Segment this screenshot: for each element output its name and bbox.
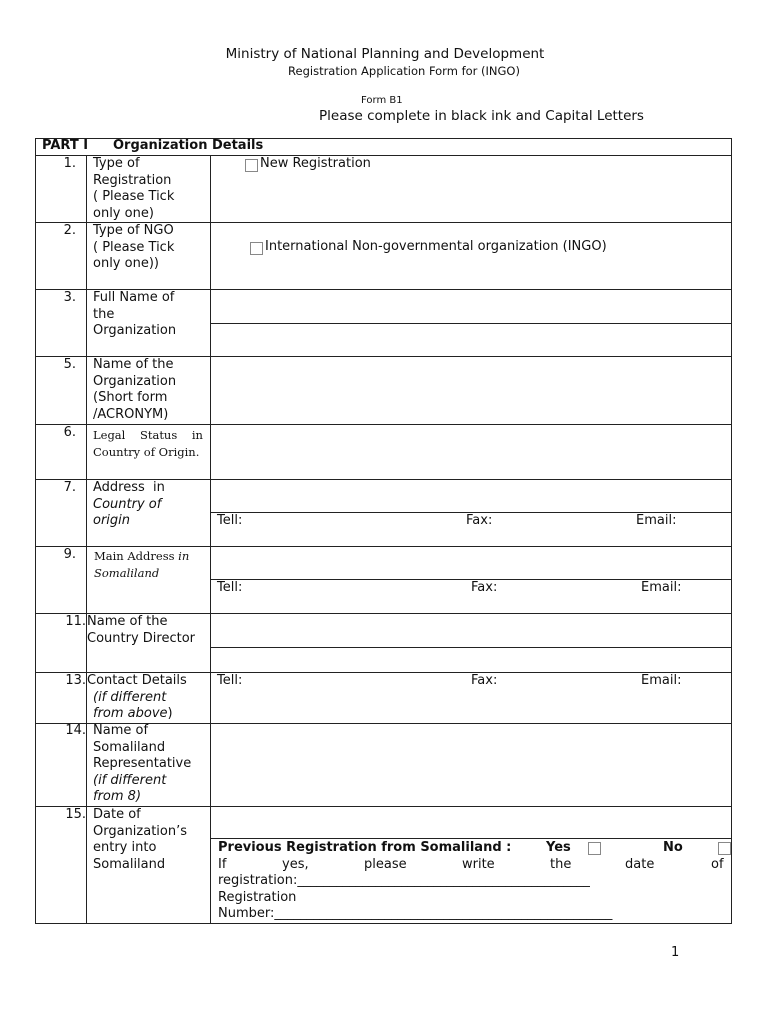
row-label: Organization’s [93, 823, 188, 839]
row-number: 5. [63, 357, 76, 372]
fax-label: Fax: [471, 580, 498, 595]
row-label: Type of NGO [93, 223, 174, 238]
row-label-part: Main Address [94, 549, 175, 563]
row-label: the [93, 306, 115, 322]
row-label [94, 548, 189, 565]
row-label: Name of the [93, 357, 174, 372]
tel-label: Tell: [217, 513, 243, 528]
row-label: Country Director [87, 630, 195, 646]
yes-label: Yes [546, 840, 571, 855]
email-label: Email: [636, 513, 677, 528]
row-label-part: ) [167, 706, 173, 722]
row-label: Address in [93, 480, 165, 495]
if-yes-word: of [711, 856, 724, 872]
row-label: entry into [93, 840, 157, 856]
yes-checkbox[interactable] [588, 842, 601, 855]
row-label: ( Please Tick [93, 189, 175, 205]
row-label: Name of [93, 723, 149, 738]
row-label: Country of Origin. [93, 445, 200, 459]
row-label: only one) [93, 205, 154, 221]
registration-number-line[interactable]: Number:____________________________________________________ [218, 906, 613, 922]
row-number: 3. [63, 290, 76, 305]
row-label: Somaliland [93, 739, 166, 755]
row-label: Date of [93, 807, 141, 822]
part-title: Organization Details [113, 138, 264, 153]
row-label: (if different [93, 689, 167, 705]
if-yes-word: please [364, 856, 407, 872]
row-label: only one)) [93, 256, 159, 272]
ministry-title: Ministry of National Planning and Development [225, 46, 545, 62]
row-number: 1. [63, 156, 76, 171]
if-yes-word: date [625, 856, 655, 872]
registration-date-line[interactable]: registration:_____________________________________________ [218, 873, 590, 889]
somaliland-address-field[interactable] [211, 547, 731, 579]
row-number: 6. [63, 425, 76, 440]
row-label: (Short form [93, 390, 168, 406]
row-label: Somaliland [94, 566, 160, 580]
if-yes-word: yes, [282, 856, 309, 872]
representative-field[interactable] [211, 724, 731, 806]
instruction-text: Please complete in black ink and Capital Letters [319, 108, 644, 124]
row-label: origin [93, 513, 131, 529]
form-title: Registration Application Form for (INGO) [288, 64, 520, 78]
if-yes-word: If [218, 856, 227, 872]
row-label: Organization [93, 323, 177, 339]
tel-label: Tell: [217, 580, 243, 595]
email-label: Email: [641, 673, 682, 688]
no-checkbox[interactable] [718, 842, 731, 855]
row-label: Full Name of [93, 290, 175, 305]
row-label: ( Please Tick [93, 239, 175, 255]
new-registration-checkbox[interactable] [245, 159, 258, 172]
row-label: Representative [93, 756, 192, 772]
row-label: (if different [93, 772, 167, 788]
legal-status-field[interactable] [211, 425, 731, 479]
entry-date-field[interactable] [211, 807, 731, 838]
row-number: 2. [63, 223, 76, 238]
row-number: 11. [65, 614, 86, 629]
previous-registration-title: Previous Registration from Somaliland : [218, 840, 512, 855]
page-number: 1 [671, 945, 680, 960]
full-name-field-2[interactable] [211, 324, 731, 356]
row-label: Somaliland [93, 856, 166, 872]
row-label-part: in [178, 549, 190, 563]
row-label: /ACRONYM) [93, 406, 169, 422]
acronym-field[interactable] [211, 357, 731, 424]
row-label: Name of the [87, 614, 168, 629]
full-name-field-1[interactable] [211, 290, 731, 323]
row-number: 7. [63, 480, 76, 495]
row-label [93, 706, 173, 723]
part-number: PART I [42, 138, 89, 153]
row-label: Legal Status in [93, 428, 203, 442]
form-code: Form B1 [361, 95, 403, 106]
origin-address-field[interactable] [211, 480, 731, 512]
ingo-option: International Non-governmental organization (INGO) [265, 239, 607, 254]
fax-label: Fax: [466, 513, 493, 528]
if-yes-word: write [462, 856, 495, 872]
row-label: from 8) [93, 789, 142, 805]
country-director-field[interactable] [211, 614, 731, 647]
new-registration-option: New Registration [260, 156, 371, 171]
row-number: 15. [65, 807, 86, 822]
row-label: Contact Details [87, 673, 187, 688]
row-label: Registration [93, 172, 172, 188]
ingo-checkbox[interactable] [250, 242, 263, 255]
row-label: Type of [93, 156, 140, 171]
row-number: 14. [65, 723, 86, 738]
fax-label: Fax: [471, 673, 498, 688]
tel-label: Tell: [217, 673, 243, 688]
registration-number-label: Registration [218, 889, 297, 905]
row-number: 13. [65, 673, 86, 688]
no-label: No [663, 840, 683, 855]
email-label: Email: [641, 580, 682, 595]
row-label-part: from above [93, 706, 168, 722]
if-yes-word: the [550, 856, 572, 872]
row-label: Organization [93, 373, 177, 389]
row-label: Country of [93, 496, 162, 512]
row-number: 9. [63, 547, 76, 562]
